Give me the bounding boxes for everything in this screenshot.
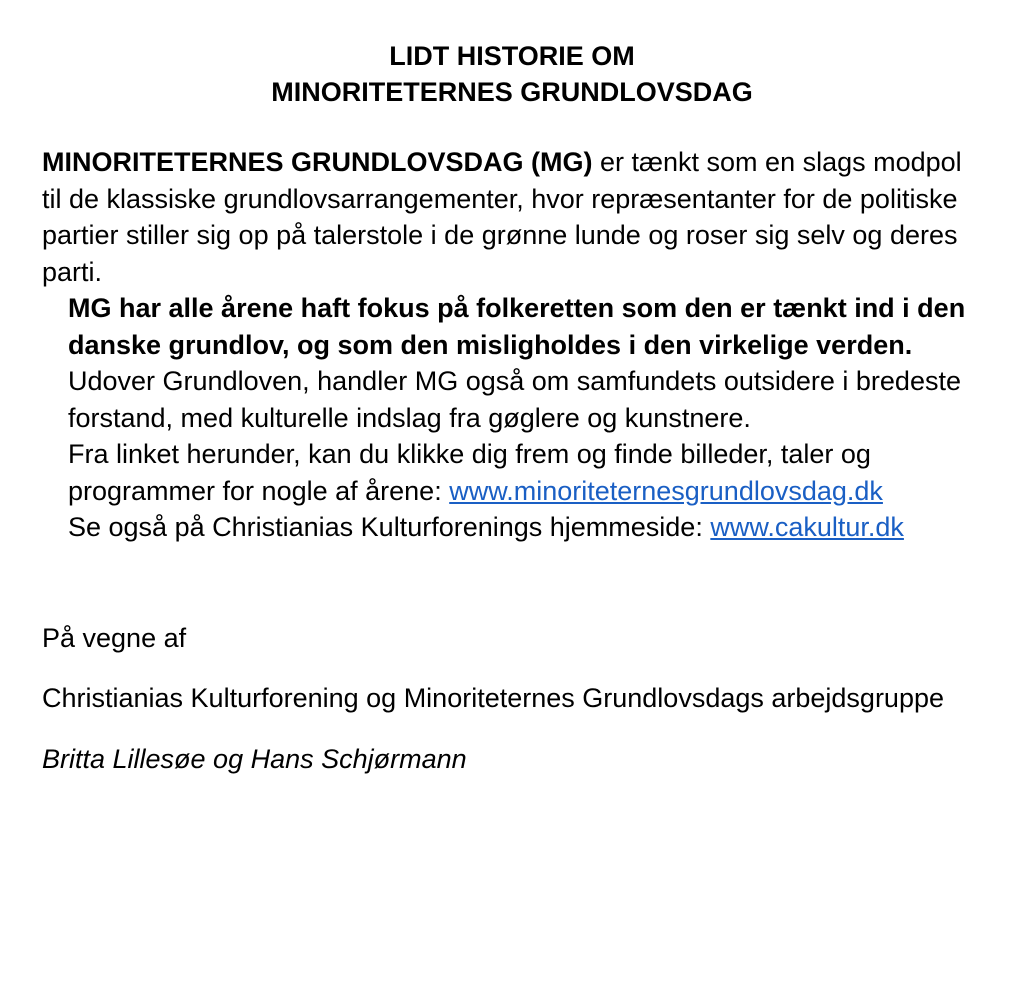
link-paragraph-text: Fra linket herunder, kan du klikke dig frem og finde billeder, taler og programmer for nogle af årene: xyxy=(68,439,871,506)
intro-paragraph xyxy=(42,144,982,290)
cakultur-website-link[interactable]: www.cakultur.dk xyxy=(710,512,904,542)
signature-on-behalf: På vegne af xyxy=(42,622,187,653)
title-line-1: LIDT HISTORIE OM xyxy=(389,41,635,71)
title-line-2: MINORITETERNES GRUNDLOVSDAG xyxy=(271,77,753,107)
signature-names: Britta Lillesøe og Hans Schjørmann xyxy=(42,743,467,774)
article-body xyxy=(42,144,982,546)
intro-text: er tænkt som en slags modpol til de klassiske grundlovsarrangementer, hvor repræsentanter for de politiske partier stiller sig op på talerstole i de grønne lunde og roser sig selv og deres parti. xyxy=(42,147,962,287)
link-paragraph xyxy=(42,436,982,509)
see-also-text: Se også på Christianias Kulturforenings hjemmeside: xyxy=(68,512,711,542)
intro-bold-lead: MINORITETERNES GRUNDLOVSDAG (MG) xyxy=(42,147,593,177)
minoriteternes-website-link[interactable]: www.minoriteternesgrundlovsdag.dk xyxy=(449,475,883,506)
signature-block xyxy=(42,620,982,778)
outsiders-paragraph: Udover Grundloven, handler MG også om samfundets outsidere i bredeste forstand, med kulturelle indslag fra gøglere og kunstnere. xyxy=(68,366,961,433)
signature-organization: Christianias Kulturforening og Minoriteternes Grundlovsdags arbejdsgruppe xyxy=(42,683,944,713)
see-also-paragraph xyxy=(42,509,982,546)
page-title xyxy=(42,38,982,110)
document-content xyxy=(42,38,982,777)
focus-paragraph: MG har alle årene haft fokus på folkeretten som den er tænkt ind i den danske grundlov, og som den misligholdes i den virkelige verden. xyxy=(68,293,966,360)
